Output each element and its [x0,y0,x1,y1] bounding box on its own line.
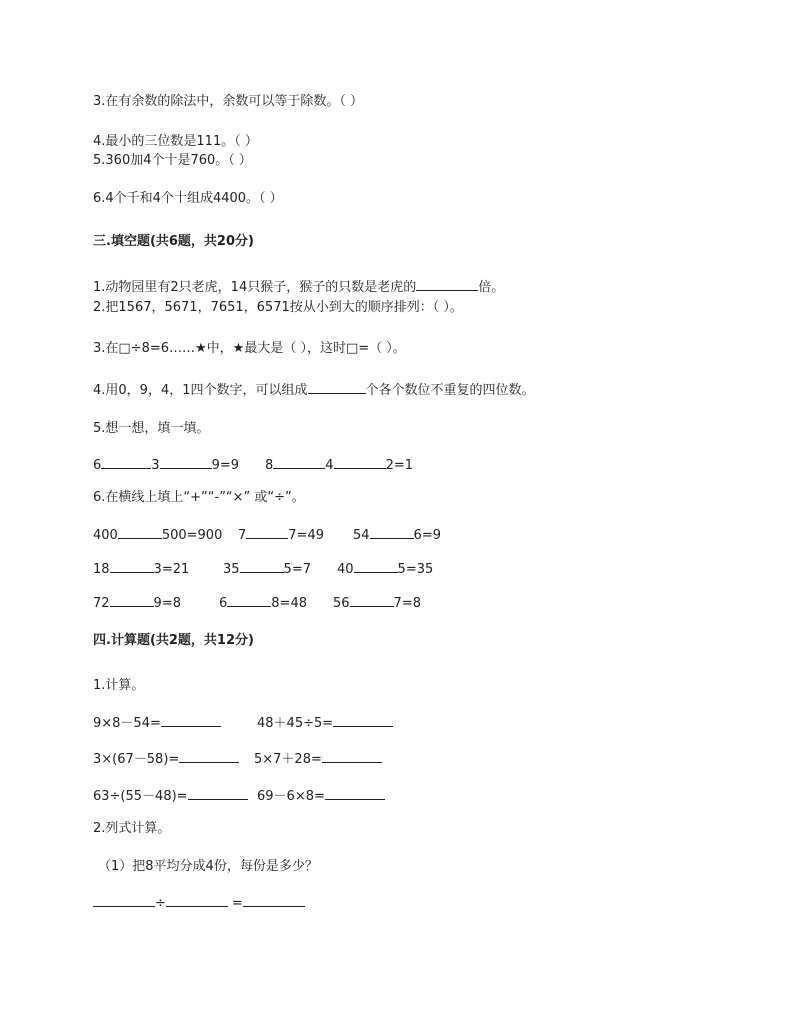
operand: 6 [219,596,228,611]
calc-item [93,786,248,806]
answer-blank[interactable] [101,455,151,469]
answer-blank[interactable] [416,277,478,291]
fill-question-1-text: 1.动物园里有2只老虎，14只猴子，猴子的只数是老虎的 [93,280,417,295]
calc-item [257,713,393,733]
answer-blank[interactable] [188,786,248,800]
answer-blank[interactable] [325,786,385,800]
answer-blank[interactable] [308,380,366,394]
calc-question-2-sub: （1）把8平均分成4份，每份是多少？ [98,859,318,874]
fill-question-1 [93,277,504,297]
operand: 40 [337,562,354,577]
division-row [93,893,305,913]
calc-item [257,786,385,806]
answer-blank[interactable] [350,593,394,607]
operand: 7=8 [393,596,421,611]
operand: 5=35 [397,562,434,577]
operator-item [353,525,441,545]
judge-question-4: 4.最小的三位数是111。（ ） [93,134,258,149]
fill-question-5-row [93,455,413,475]
section4-title: 四.计算题(共2题，共12分) [93,633,254,648]
operator-item [93,525,222,545]
answer-blank[interactable] [160,455,212,469]
operand: 2=1 [385,458,413,473]
fill-question-3: 3.在□÷8=6……★中，★最大是（ ），这时□=（ ）。 [93,341,406,356]
operand: 7 [238,528,247,543]
operand: 9=8 [153,596,181,611]
expression: 5×7＋28= [254,752,322,767]
calc-question-1: 1.计算。 [93,678,145,693]
answer-blank[interactable] [179,749,239,763]
operator-item [93,593,181,613]
answer-blank[interactable] [118,525,162,539]
answer-blank[interactable] [161,713,221,727]
calc-item [254,749,382,769]
expression: 3×(67－58)= [93,752,180,767]
answer-blank[interactable] [333,713,393,727]
division-sign: ÷ [155,896,166,911]
answer-blank[interactable] [240,559,284,573]
operator-item [219,593,307,613]
fill-question-4-text: 4.用0，9，4，1四个数字，可以组成 [93,383,308,398]
operand: 56 [333,596,350,611]
answer-blank[interactable] [273,455,325,469]
answer-blank[interactable] [354,559,398,573]
answer-blank[interactable] [110,559,154,573]
judge-question-3: 3.在有余数的除法中，余数可以等于除数。（ ） [93,94,364,109]
answer-blank[interactable] [227,593,271,607]
section3-title: 三.填空题(共6题，共20分) [93,234,254,249]
operator-item [238,525,324,545]
judge-question-6: 6.4个千和4个十组成4400。（ ） [93,191,283,206]
calc-question-2: 2.列式计算。 [93,821,171,836]
fill-question-2: 2.把1567，5671，7651，6571按从小到大的顺序排列：（ ）。 [93,300,463,315]
expression: 63÷(55－48)= [93,789,188,804]
operand: 35 [223,562,240,577]
fill-question-4-suffix: 个各个数位不重复的四位数。 [365,383,535,398]
judge-question-5: 5.360加4个十是760。（ ） [93,153,252,168]
operand: 500=900 [161,528,223,543]
operand: 8=48 [271,596,307,611]
operand: 54 [353,528,370,543]
operand: 18 [93,562,110,577]
expression: 69－6×8= [257,789,325,804]
fill-question-6: 6.在横线上填上“+”“-”“×” 或“÷”。 [93,490,305,505]
operand: 9=9 [211,458,239,473]
expression: 48＋45÷5= [257,716,334,731]
operator-item [93,559,189,579]
equals-sign: = [231,896,243,911]
operator-item [223,559,311,579]
operator-item [337,559,433,579]
answer-blank[interactable] [322,749,382,763]
fill-question-5: 5.想一想，填一填。 [93,421,210,436]
operand: 5=7 [283,562,311,577]
answer-blank[interactable] [166,893,228,907]
operand: 3=21 [153,562,190,577]
fill-question-4 [93,380,535,400]
answer-blank[interactable] [370,525,414,539]
operand: 6=9 [413,528,441,543]
operator-item [333,593,421,613]
operand: 6 [93,458,102,473]
answer-blank[interactable] [243,893,305,907]
answer-blank[interactable] [334,455,386,469]
expression: 9×8－54= [93,716,161,731]
operand: 8 [265,458,274,473]
answer-blank[interactable] [246,525,288,539]
answer-blank[interactable] [110,593,154,607]
calc-item [93,749,239,769]
operand: 400 [93,528,118,543]
calc-item [93,713,221,733]
fill-question-1-suffix: 倍。 [478,280,505,295]
operand: 7=49 [288,528,324,543]
operand: 3 [151,458,160,473]
operand: 72 [93,596,110,611]
answer-blank[interactable] [93,893,155,907]
operand: 4 [325,458,334,473]
